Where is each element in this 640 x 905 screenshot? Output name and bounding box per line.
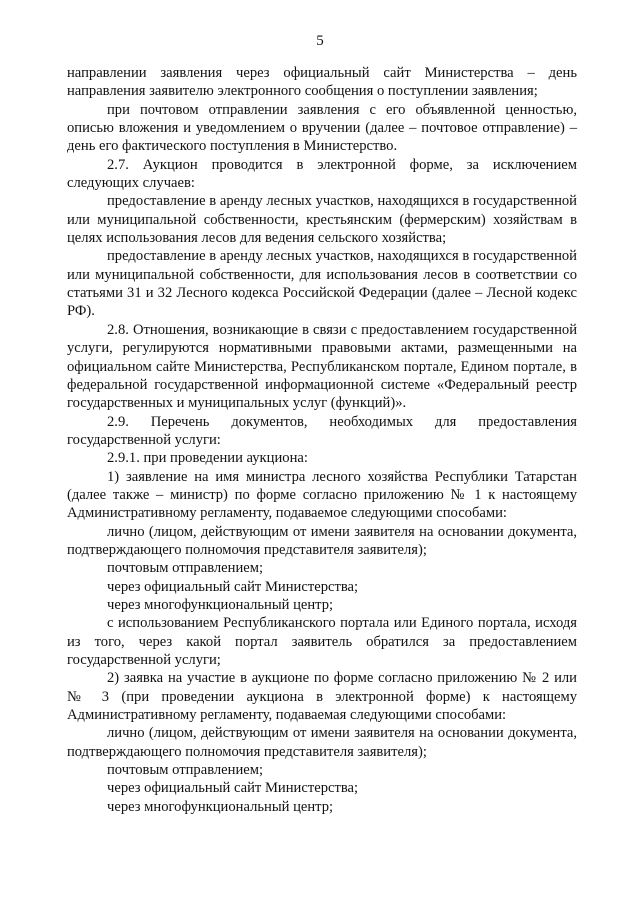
paragraph-2-9-1-auction: 2.9.1. при проведении аукциона: xyxy=(107,450,308,467)
paragraph-method-portal: с использованием Республиканского портала или Единого портала, исходя из того, через какой портал заявитель обратился за предоставлением государственной услуги; xyxy=(67,615,577,668)
paragraph-method-in-person: лично (лицом, действующим от имени заявителя на основании документа, подтверждающего полномочия представителя заявителя); xyxy=(67,523,577,558)
paragraph-bid-method-in-person: лично (лицом, действующим от имени заявителя на основании документа, подтверждающего полномочия представителя заявителя); xyxy=(67,725,577,760)
paragraph-2-8-regulations: 2.8. Отношения, возникающие в связи с предоставлением государственной услуги, регулируются нормативными правовыми актами, размещенными на официальном сайте Министерства, Республиканском портале, Едином портале, в федеральной государственной информационной системе «Федеральный реестр государственных и муниципальных услуг (функций)». xyxy=(67,321,577,412)
paragraph-method-website: через официальный сайт Министерства; xyxy=(107,578,359,595)
paragraph-item-2-bid: 2) заявка на участие в аукционе по форме согласно приложению № 2 или № 3 (при проведении аукциона в электронной форме) к настоящему Административному регламенту, подаваемая следующими способами: xyxy=(67,670,577,724)
paragraph-postal-submission: при почтовом отправлении заявления с его объявленной ценностью, описью вложения и уведомлением о вручении (далее – почтовое отправление) – день его фактического поступления в Министерство. xyxy=(67,101,577,155)
paragraph-item-1-application: 1) заявление на имя министра лесного хозяйства Республики Татарстан (далее также – министр) по форме согласно приложению № 1 к настоящему Административному регламенту, подаваемое следующими способами: xyxy=(67,468,577,522)
paragraph-bid-method-website: через официальный сайт Министерства; xyxy=(107,780,359,797)
paragraph-bid-method-post: почтовым отправлением; xyxy=(107,762,264,779)
paragraph-submission-via-website: направлении заявления через официальный сайт Министерства – день направления заявителю электронного сообщения о поступлении заявления; xyxy=(67,65,577,100)
document-body xyxy=(67,64,577,816)
paragraph-2-9-document-list: 2.9. Перечень документов, необходимых для предоставления государственной услуги: xyxy=(67,413,577,448)
paragraph-lease-farming: предоставление в аренду лесных участков, находящихся в государственной или муниципальной собственности, крестьянским (фермерским) хозяйствам в целях использования лесов для ведения сельского хозяйства; xyxy=(67,193,577,247)
paragraph-2-7-auction-electronic: 2.7. Аукцион проводится в электронной форме, за исключением следующих случаев: xyxy=(67,156,577,192)
page-number: 5 xyxy=(316,33,324,49)
paragraph-lease-forest-code: предоставление в аренду лесных участков, находящихся в государственной или муниципальной собственности, для использования лесов в соответствии со статьями 31 и 32 Лесного кодекса Российской Федерации (далее – Лесной кодекс РФ). xyxy=(67,248,577,320)
paragraph-method-post: почтовым отправлением; xyxy=(107,560,264,577)
paragraph-bid-method-mfc: через многофункциональный центр; xyxy=(107,798,334,815)
paragraph-method-mfc: через многофункциональный центр; xyxy=(107,596,334,613)
